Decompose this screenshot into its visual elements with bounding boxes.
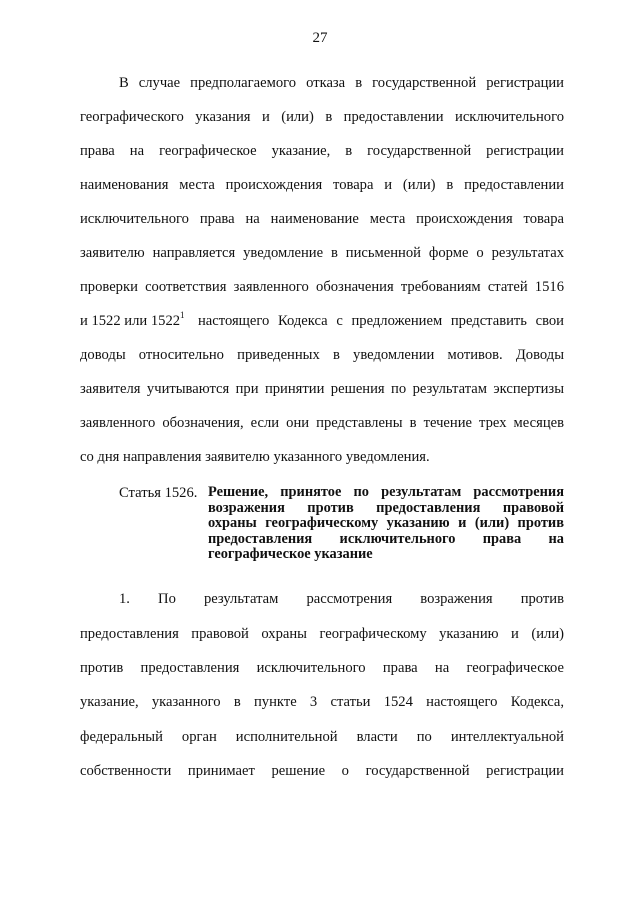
paragraph-line: заявителя учитываются при принятии решения по результатам экспертизы xyxy=(80,381,564,397)
paragraph-line: указание, указанного в пункте 3 статьи 1524 настоящего Кодекса, xyxy=(80,694,564,710)
paragraph-line: со дня направления заявителю указанного уведомления. xyxy=(80,449,430,465)
paragraph-line: В случае предполагаемого отказа в государственной регистрации xyxy=(119,75,564,91)
paragraph-line: проверки соответствия заявленного обозначения требованиям статей 1516 xyxy=(80,279,564,295)
paragraph-line: географического указания и (или) в предоставлении исключительного xyxy=(80,109,564,125)
article-label: Статья 1526. xyxy=(119,485,198,501)
paragraph-line: против предоставления исключительного права на географическое xyxy=(80,660,564,676)
paragraph-line: 1. По результатам рассмотрения возражения против xyxy=(119,591,564,607)
paragraph-text: настоящего Кодекса с предложением представить свои xyxy=(198,313,564,329)
paragraph-line xyxy=(80,312,564,330)
superscript: 1 xyxy=(180,310,185,321)
paragraph-line: предоставления правовой охраны географическому указанию и (или) xyxy=(80,626,564,642)
paragraph-line: федеральный орган исполнительной власти по интеллектуальной xyxy=(80,729,564,745)
paragraph-text: и 1522 или 1522 xyxy=(80,313,181,329)
paragraph-line: заявителю направляется уведомление в письменной форме о результатах xyxy=(80,245,564,261)
article-title-line: возражения против предоставления правовой xyxy=(208,499,564,516)
article-title-line: Решение, принятое по результатам рассмотрения xyxy=(208,484,564,500)
paragraph-line: права на географическое указание, в государственной регистрации xyxy=(80,143,564,159)
article-title xyxy=(208,485,564,563)
paragraph-line: собственности принимает решение о государственной регистрации xyxy=(80,763,564,779)
paragraph-line: наименования места происхождения товара и (или) в предоставлении xyxy=(80,177,564,193)
article-title-line: охраны географическому указанию и (или) против xyxy=(208,515,564,531)
paragraph-line: исключительного права на наименование места происхождения товара xyxy=(80,211,564,227)
article-title-line: предоставления исключительного права на xyxy=(208,530,564,547)
paragraph-line: доводы относительно приведенных в уведомлении мотивов. Доводы xyxy=(80,347,564,363)
article-title-line: географическое указание xyxy=(208,546,373,562)
page-number: 27 xyxy=(312,30,328,46)
paragraph-line: заявленного обозначения, если они представлены в течение трех месяцев xyxy=(80,415,564,431)
